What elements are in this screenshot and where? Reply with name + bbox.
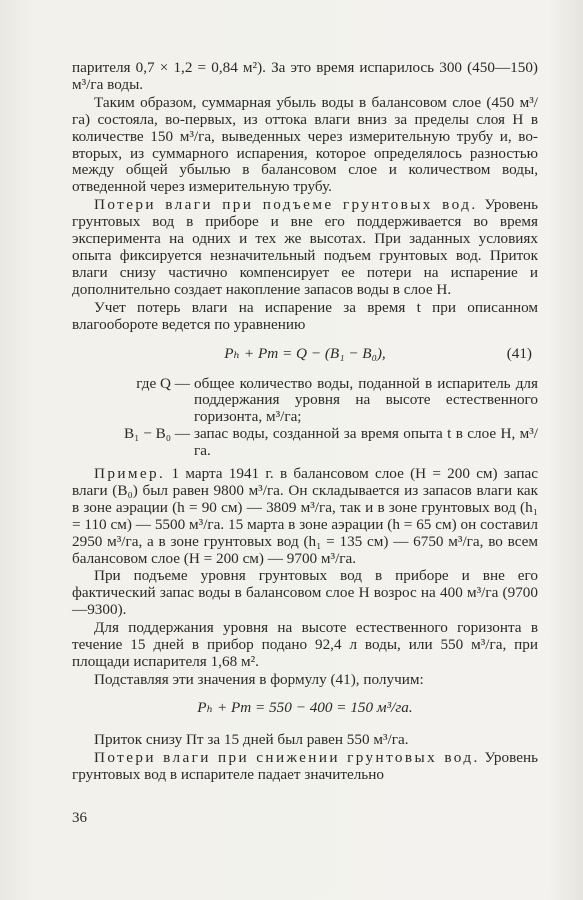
equation-41 xyxy=(72,344,538,364)
definition-term: B₁ − B₀ — xyxy=(124,425,190,443)
definition-text: общее количество воды, поданной в испаритель для поддержания уровня на высоте естественного горизонта, м³/га; xyxy=(194,374,538,426)
paragraph-3-text: Уровень грунтовых вод в приборе и вне его поддерживается во время эксперимента на одних и тех же высотах. При заданных условиях опыта фиксируется незначительный подъем грунтовых вод. Приток влаги снизу частично компенсирует ее потери на испарение и дополнительно создает накопление запасов воды в слое H. xyxy=(72,196,538,298)
definition-text: запас воды, созданной за время опыта t в слое H, м³/га. xyxy=(194,425,538,460)
definition-q xyxy=(72,376,538,427)
paragraph-5-text: 1 марта 1941 г. в балансовом слое (H = 200 см) запас влаги (B₀) был равен 9800 м³/га. Он складывается из запасов влаги как в зоне аэрации (h = 90 см) — 3809 м³/га, так и в зоне грунтовых вод (h₁ = 110 см) — 5500 м³/га. 15 марта в зоне аэрации (h = 65 см) он составил 2950 м³/га, а в зоне грунтовых вод (h₁ = 135 см) — 6750 м³/га, во всем балансовом слое (H = 200 см) — 9700 м³/га. xyxy=(72,465,538,567)
definition-term: где Q — xyxy=(136,374,190,392)
paragraph-2: Таким образом, суммарная убыль воды в балансовом слое (450 м³/га) состояла, во-первых, из оттока влаги вниз за пределы слоя H в количестве 150 м³/га, выведенных через измерительную трубу и, во-вторых, из суммарного испарения, которое определялось разностью между общей убылью в балансовом слое и количеством воды, отведенной через измерительную трубу. xyxy=(72,93,538,196)
paragraph-7: Для поддержания уровня на высоте естественного горизонта в течение 15 дней в прибор подано 92,4 л воды, или 550 м³/га, при площади испарителя 1,68 м². xyxy=(72,619,538,670)
paragraph-5 xyxy=(72,466,538,567)
section-heading-fall: Потери влаги при снижении грунтовых вод. xyxy=(94,748,480,766)
paragraph-4: Учет потерь влаги на испарение за время t при описанном влагообороте ведется по уравнению xyxy=(72,298,538,333)
page-number: 36 xyxy=(72,810,87,826)
paragraph-9: Приток снизу Пт за 15 дней был равен 550 м³/га. xyxy=(94,730,409,748)
paragraph-8: Подставляя эти значения в формулу (41), получим: xyxy=(94,670,424,688)
definitions-list xyxy=(72,376,538,461)
paragraph-1: парителя 0,7 × 1,2 = 0,84 м²). За это время испарилось 300 (450—150) м³/га воды. xyxy=(72,59,538,93)
body-text xyxy=(72,60,538,784)
example-heading: Пример. xyxy=(94,465,166,483)
equation-number: (41) xyxy=(506,344,532,362)
definition-b xyxy=(72,426,538,460)
paragraph-6: При подъеме уровня грунтовых вод в приборе и вне его фактический запас воды в балансовом слое H возрос на 400 м³/га (9700—9300). xyxy=(72,567,538,619)
paragraph-10 xyxy=(72,750,538,784)
section-heading-rise: Потери влаги при подъеме грунтовых вод. xyxy=(94,196,478,214)
paragraph-10-text: Уровень грунтовых вод в испарителе падает значительно xyxy=(72,748,538,783)
equation-result: Pₕ + Pт = 550 − 400 = 150 м³/га. xyxy=(197,698,413,716)
equation-41-formula: Pₕ + Pт = Q − (B₁ − B₀), xyxy=(224,344,386,362)
paragraph-3 xyxy=(72,197,538,298)
